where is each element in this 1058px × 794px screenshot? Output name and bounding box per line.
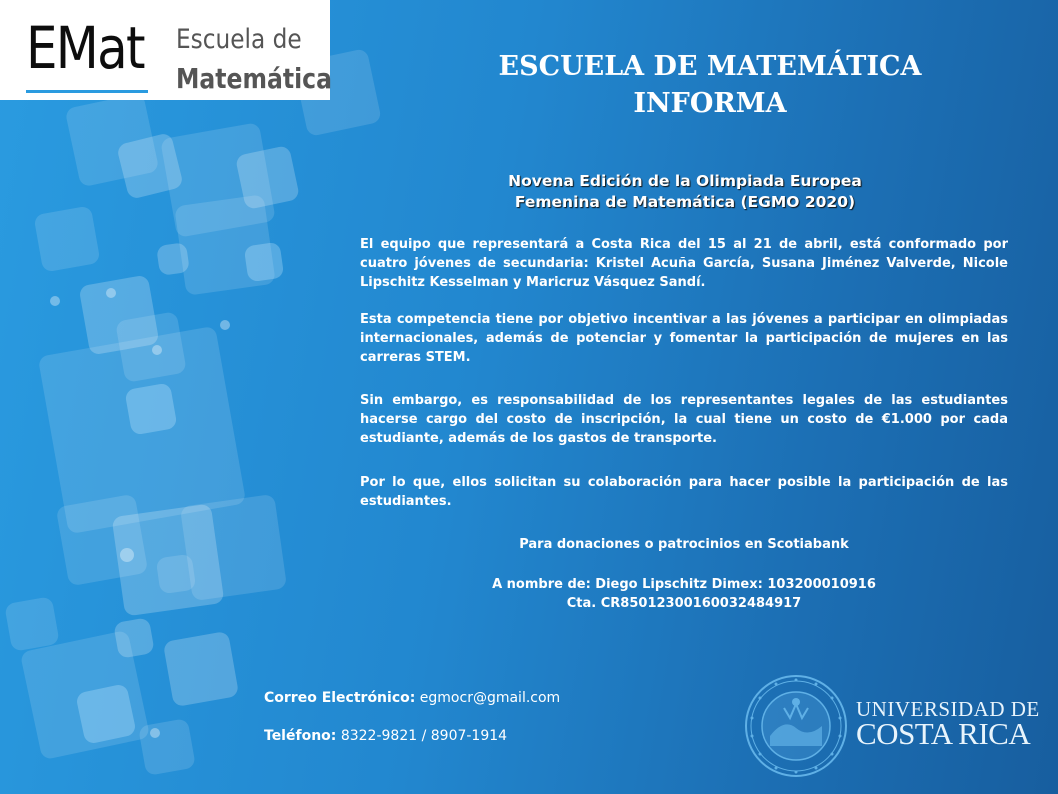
contact-email bbox=[264, 690, 560, 706]
title-line1: ESCUELA DE MATEMÁTICA bbox=[498, 51, 922, 82]
emat-logo-block bbox=[0, 0, 330, 100]
email-link[interactable]: egmocr@gmail.com bbox=[419, 690, 561, 706]
cost-paragraph: Sin embargo, es responsabilidad de los representantes legales de las estudiantes hacerse cargo del costo de inscripción, la cual tiene un costo de €1.000 por cada estudiante, además de los gastos de transporte. bbox=[360, 393, 1008, 446]
logo-underline bbox=[26, 90, 148, 93]
page-title bbox=[440, 48, 980, 122]
event-title-line1: Novena Edición de la Olimpiada Europea bbox=[508, 172, 862, 190]
ucr-seal-icon bbox=[744, 674, 848, 778]
donation-label: Para donaciones o patrocinios en Scotiabank bbox=[519, 537, 849, 552]
request-paragraph: Por lo que, ellos solicitan su colaboración para hacer posible la participación de las estudiantes. bbox=[360, 475, 1008, 509]
email-label: Correo Electrónico: bbox=[264, 690, 416, 706]
team-paragraph: El equipo que representará a Costa Rica del 15 al 21 de abril, está conformado por cuatro jóvenes de secundaria: Kristel Acuña García, Susana Jiménez Valverde, Nicole Lipschitz Kesselman y Maricruz Vásquez Sandí. bbox=[360, 237, 1008, 290]
contact-phone bbox=[264, 728, 507, 744]
objective-paragraph: Esta competencia tiene por objetivo incentivar a las jóvenes a participar en olimpiadas internacionales, además de potenciar y fomentar la participación de mujeres en las carreras STEM. bbox=[360, 312, 1008, 365]
ucr-name-line1: UNIVERSIDAD DE bbox=[856, 697, 1040, 721]
school-name-line2: Matemática bbox=[176, 62, 332, 95]
phone-label: Teléfono: bbox=[264, 728, 337, 744]
event-title-line2: Femenina de Matemática (EGMO 2020) bbox=[514, 193, 856, 211]
phone-value: 8322-9821 / 8907-1914 bbox=[340, 728, 508, 744]
school-name-line1: Escuela de bbox=[176, 24, 302, 55]
ucr-name-line2: COSTA RICA bbox=[856, 716, 1031, 751]
emat-logo: EMat bbox=[26, 14, 144, 82]
title-line2: INFORMA bbox=[633, 88, 787, 119]
account-number: Cta. CR85012300160032484917 bbox=[566, 596, 802, 611]
account-holder: A nombre de: Diego Lipschitz Dimex: 103200010916 bbox=[492, 577, 876, 592]
event-title bbox=[420, 171, 950, 213]
